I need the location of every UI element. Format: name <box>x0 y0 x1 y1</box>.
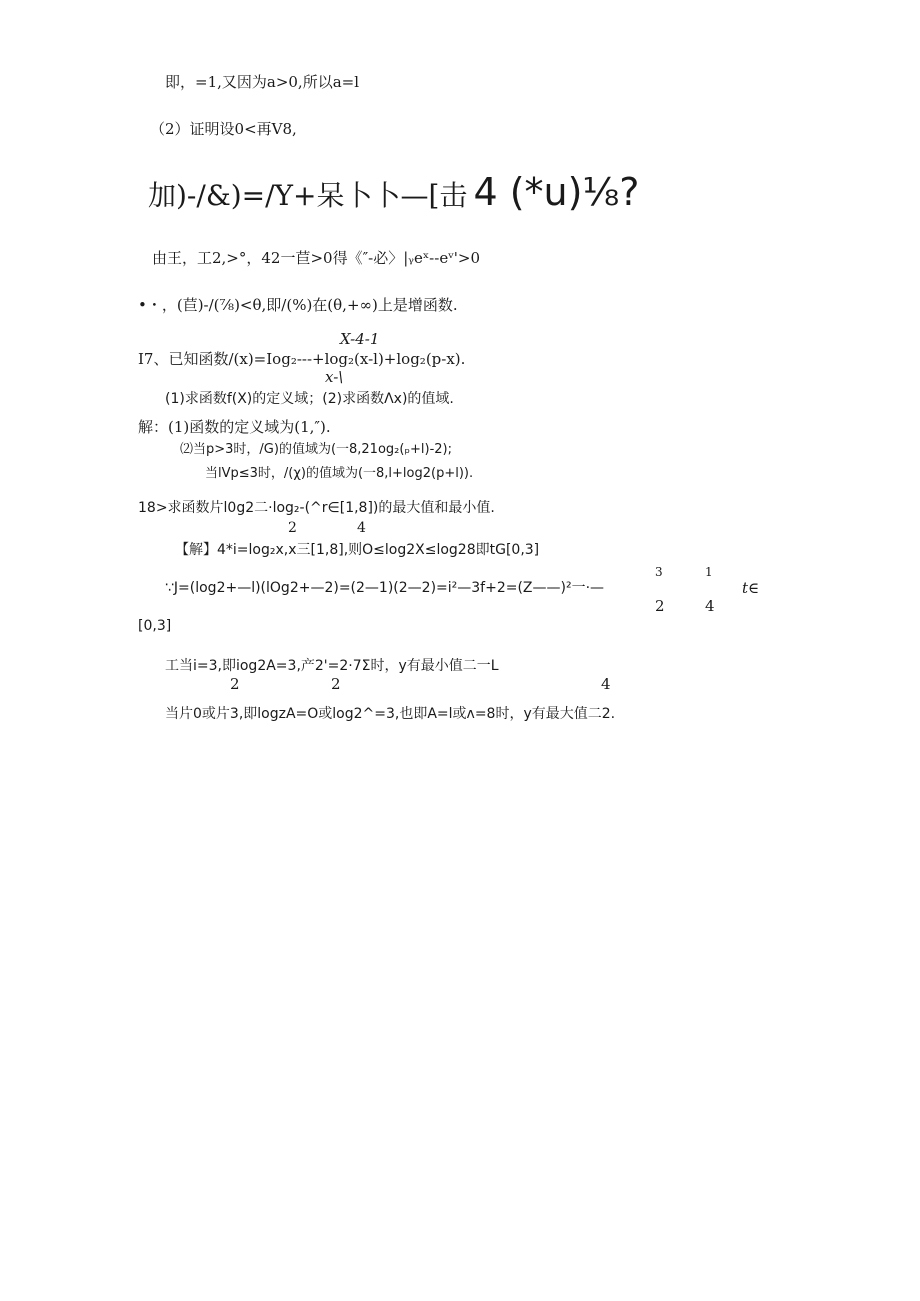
text-line: 由王，工2,>°，42一苣>0得《″-必〉|ᵧeˣ--eᵛ'>0 <box>152 249 481 267</box>
text-line: 即，=1,又因为a>0,所以a=l <box>165 73 360 91</box>
subscript: 2 <box>655 597 665 615</box>
text-line: ⑵当p>3时，/G)的值域为(一8,21og₂(ₚ+l)-2); <box>180 442 453 457</box>
text-line: [0,3] <box>138 618 172 634</box>
subscript: 2 <box>230 675 240 693</box>
text-line: 当片0或片3,即logzA=O或log2^=3,也即A=l或ʌ=8时，y有最大值二2. <box>165 706 616 722</box>
formula-part: 加)-/&)=/Y+呆卜卜—[击 <box>148 179 468 212</box>
solution-line: 解：(1)函数的定义域为(1,″). <box>138 418 331 436</box>
subscript: 2 <box>288 520 297 536</box>
subscript: 4 <box>705 597 715 615</box>
problem-18: 18>求函数片l0g2二·log₂-(^r∈[1,8])的最大值和最小值. <box>138 500 495 516</box>
text-line: 工当i=3,即iog2A=3,产2'=2·7Σ时，y有最小值二一L <box>165 658 499 674</box>
formula-line <box>148 172 639 216</box>
text-fragment: t∈ <box>742 579 760 597</box>
text-line: •・，(苣)-/(⅞)<θ,即/(%)在(θ,+∞)上是增函数. <box>138 296 458 314</box>
fraction-denominator: x-\ <box>325 368 344 386</box>
text-line: （2）证明设0<再V8, <box>150 120 297 138</box>
fraction-numerator: X-4-1 <box>340 330 380 348</box>
text-line: (1)求函数f(X)的定义域；(2)求函数Λx)的值域. <box>165 391 454 407</box>
superscript: 1 <box>705 565 713 579</box>
superscript: 3 <box>655 565 663 579</box>
text-line: 【解】4*i=log₂x,x三[1,8],则O≤log2X≤log28即tG[0,3] <box>175 542 540 558</box>
subscript: 4 <box>357 520 366 536</box>
subscript: 4 <box>601 675 611 693</box>
subscript: 2 <box>331 675 341 693</box>
problem-17: I7、已知函数/(x)=Iog₂---+log₂(x-l)+log₂(p-x). <box>138 350 466 368</box>
text-line: ∵J=(log2+—l)(lOg2+—2)=(2—1)(2—2)=i²—3f+2=(Z——)²一·— <box>165 580 605 596</box>
formula-part: 4 (*u)⅛? <box>473 170 640 214</box>
text-line: 当lVp≤3时，/(χ)的值域为(一8,l+log2(p+l)). <box>205 466 474 481</box>
